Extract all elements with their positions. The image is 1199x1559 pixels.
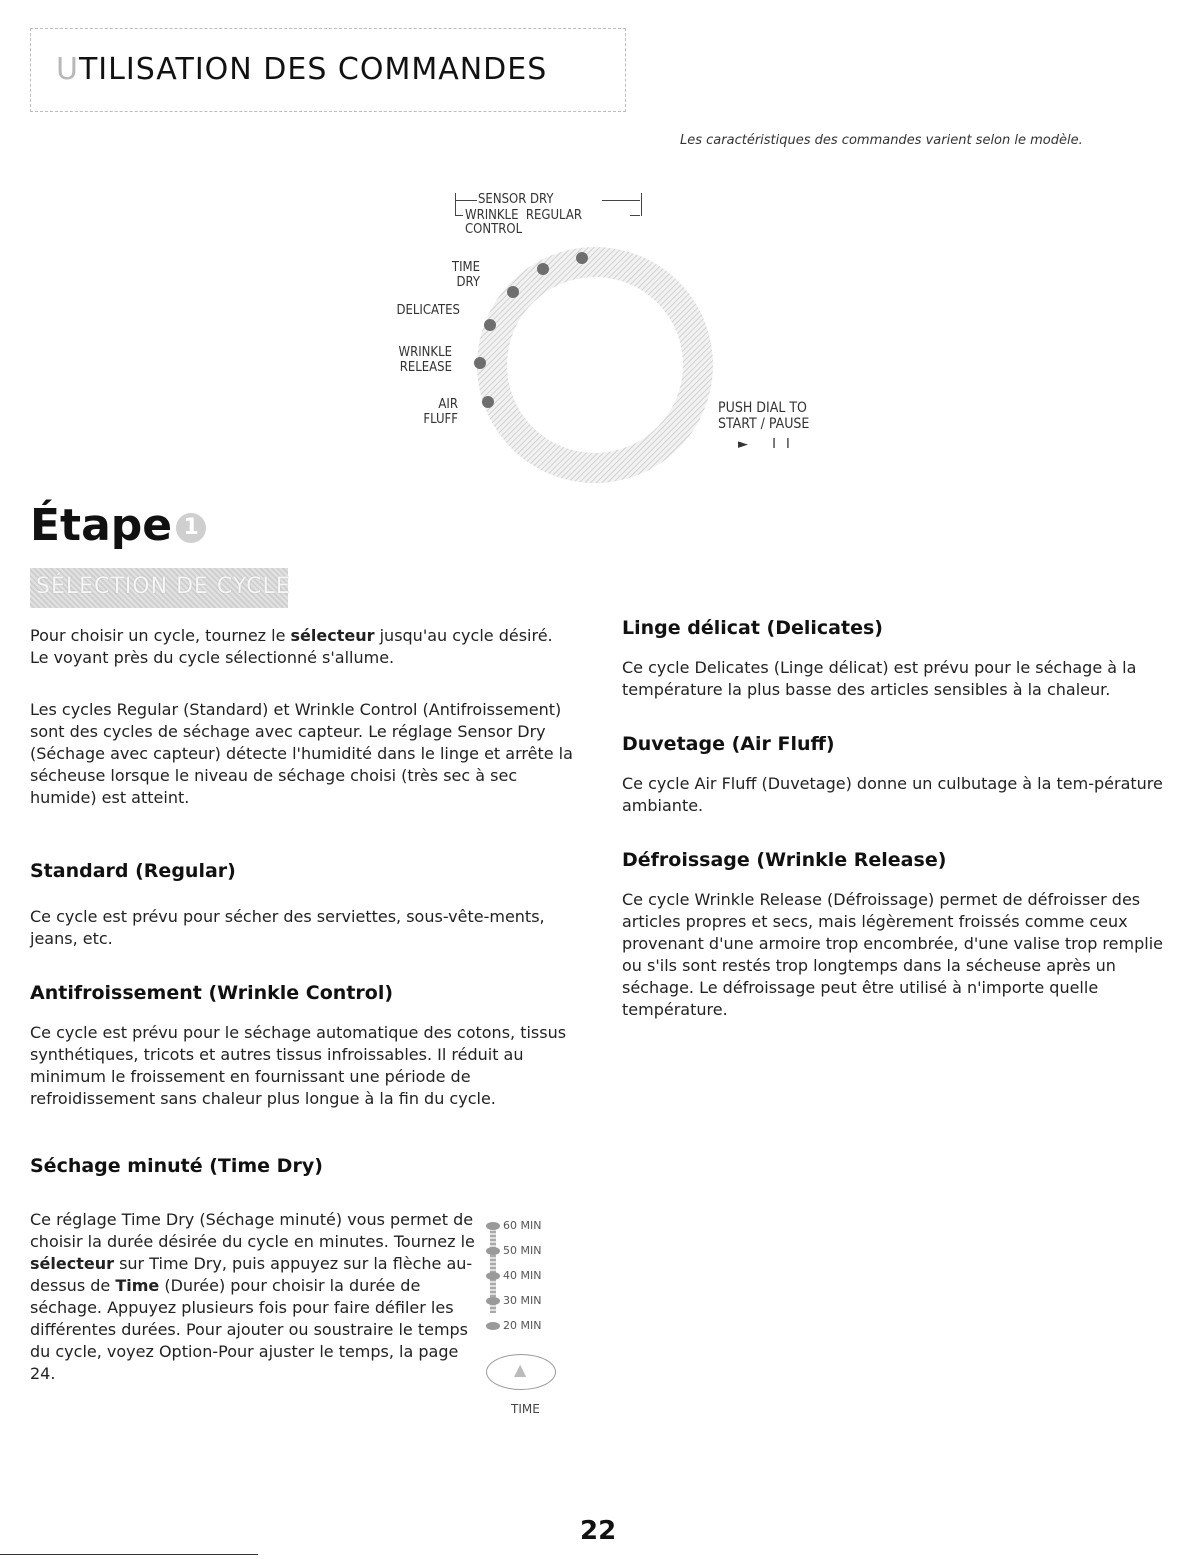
wrinkle-control-paragraph: Ce cycle est prévu pour le séchage automatique des cotons, tissus synthétiques, tricots et autres tissus infroissables. Il réduit au minimum le froissement en fournissant une période de refroidissement sans chaleur plus longue à la fin du cycle.: [30, 1023, 567, 1108]
time-option-label: 50 MIN: [503, 1244, 542, 1257]
time-option-50: [486, 1244, 541, 1257]
dial-label-delicates: DELICATES: [396, 303, 460, 318]
step-label: Étape: [30, 500, 173, 551]
step-number-badge: 1: [176, 513, 206, 543]
wrinkle-control-heading: Antifroissement (Wrinkle Control): [30, 982, 394, 1004]
time-light-icon: [486, 1272, 500, 1280]
indicator-light-air-fluff: [482, 396, 494, 408]
dial-label-line: AIR: [438, 397, 458, 412]
bold-term: sélecteur: [290, 626, 375, 645]
regular-paragraph: Ce cycle est prévu pour sécher des serviettes, sous-vête-ments, jeans, etc.: [30, 907, 545, 948]
dial-label-line: FLUFF: [423, 412, 458, 427]
dial-label-wrinkle-regular: WRINKLE REGULAR: [465, 208, 582, 223]
dial-label-control: CONTROL: [465, 222, 523, 237]
time-light-icon: [486, 1222, 500, 1230]
time-option-60: [486, 1219, 541, 1232]
time-dry-heading: Séchage minuté (Time Dry): [30, 1155, 323, 1177]
indicator-light-time-dry: [507, 286, 519, 298]
time-dry-paragraph: [30, 1209, 478, 1385]
delicates-paragraph: Ce cycle Delicates (Linge délicat) est prévu pour le séchage à la température la plus basse des articles sensibles à la chaleur.: [622, 658, 1137, 699]
time-option-40: [486, 1269, 541, 1282]
regular-heading: Standard (Regular): [30, 860, 236, 882]
time-option-label: 20 MIN: [503, 1319, 542, 1332]
time-light-icon: [486, 1247, 500, 1255]
text-run: Pour choisir un cycle, tournez le: [30, 626, 291, 645]
bold-term: sélecteur: [30, 1254, 114, 1273]
time-light-icon: [486, 1322, 500, 1330]
text-run: jusqu'au cycle désiré. Le voyant près du cycle sélectionné s'allume.: [30, 626, 553, 667]
title-initial: U: [56, 52, 79, 87]
dial-label-wrinkle-release: [382, 345, 452, 375]
model-note: Les caractéristiques des commandes varient selon le modèle.: [680, 133, 1083, 148]
wrinkle-release-paragraph: Ce cycle Wrinkle Release (Défroissage) permet de défroisser des articles propres et secs, mais légèrement froissés comme ceux provenant d'une armoire trop encombrée, d'une valise trop remplie ou s'ils sont restés trop longtemps dans la sécheuse après un séchage. Le défroissage peut être utilisé à n'importe quelle température.: [622, 890, 1163, 1019]
sensor-dry-paragraph: Les cycles Regular (Standard) et Wrinkle Control (Antifroissement) sont des cycles de séchage avec capteur. Le réglage Sensor Dry (Séchage avec capteur) détecte l'humidité dans le linge et arrête la sécheuse lorsque le niveau de séchage choisi (très sec à sec humide) est atteint.: [30, 700, 573, 807]
dial-label-sensor-dry: SENSOR DRY: [478, 192, 554, 207]
indicator-light-delicates: [484, 319, 496, 331]
delicates-heading: Linge délicat (Delicates): [622, 617, 883, 639]
time-option-label: 40 MIN: [503, 1269, 542, 1282]
time-option-20: [486, 1319, 541, 1332]
footer-rule: [0, 1554, 258, 1555]
dial-label-line: TIME: [451, 260, 480, 275]
indicator-light-regular: [537, 263, 549, 275]
dial-label-line: RELEASE: [399, 360, 452, 375]
time-option-label: 60 MIN: [503, 1219, 542, 1232]
text-run: Ce réglage Time Dry (Séchage minuté) vous permet de choisir la durée désirée du cycle en minutes. Tournez le: [30, 1210, 475, 1251]
cycle-dial[interactable]: [460, 245, 730, 490]
dial-center: [507, 277, 683, 453]
air-fluff-paragraph: Ce cycle Air Fluff (Duvetage) donne un culbutage à la tem-pérature ambiante.: [622, 774, 1163, 815]
dial-label-air-fluff: [400, 397, 458, 427]
section-title: SÉLECTION DE CYCLE: [36, 574, 291, 599]
text-run: sur Time Dry, puis appuyez sur la flèche au-dessus de: [30, 1254, 473, 1295]
play-pause-icon: ► II: [738, 437, 800, 452]
push-dial-label: [718, 400, 809, 432]
page-title: [56, 52, 547, 87]
time-option-label: 30 MIN: [503, 1294, 542, 1307]
time-option-30: [486, 1294, 541, 1307]
indicator-light-wrinkle-control: [576, 252, 588, 264]
title-rest: TILISATION DES COMMANDES: [78, 52, 548, 87]
time-light-icon: [486, 1297, 500, 1305]
intro-paragraph: [30, 625, 570, 669]
dial-label-line: WRINKLE: [398, 345, 452, 360]
indicator-light-wrinkle-release: [474, 357, 486, 369]
text-run: (Durée) pour choisir la durée de séchage. Appuyez plusieurs fois pour faire défiler les différentes durées. Pour ajouter ou soustraire le temps du cycle, voyez Option-Pour ajuster le temps, la page 24.: [30, 1276, 469, 1383]
page-number: 22: [580, 1516, 617, 1546]
time-button-label: TIME: [511, 1402, 540, 1416]
wrinkle-release-heading: Défroissage (Wrinkle Release): [622, 849, 947, 871]
bold-term: Time: [115, 1276, 160, 1295]
push-dial-line: START / PAUSE: [718, 416, 810, 432]
step-heading: [30, 500, 206, 551]
air-fluff-heading: Duvetage (Air Fluff): [622, 733, 835, 755]
push-dial-line: PUSH DIAL TO: [718, 400, 807, 416]
dial-label-line: DRY: [456, 275, 480, 290]
up-arrow-icon: ▲: [514, 1360, 527, 1379]
